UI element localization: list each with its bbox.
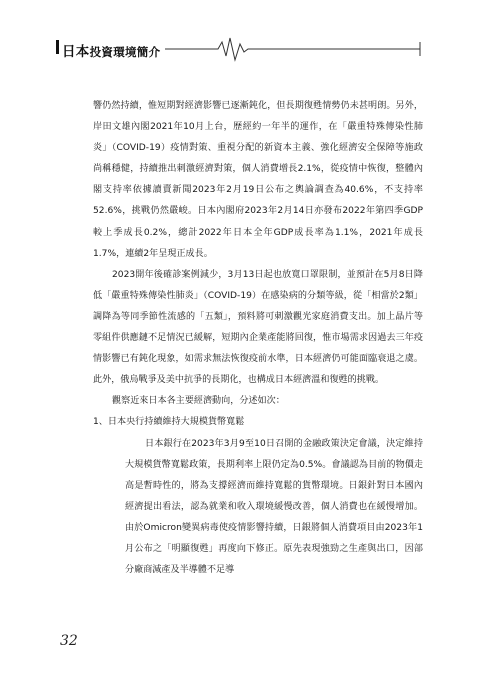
list-item-heading-1: 1、日本央行持續維持大規模貨幣寬鬆 [93,417,245,428]
paragraph-3: 觀察近來日本各主要經濟動向，分述如次： [112,396,285,407]
paragraph-1: 響仍然持續，惟短期對經濟影響已逐漸鈍化，但長期復甦情勢仍未甚明朗。另外，岸田文雄內閣2021年10月上台，歷經約一年半的運作，在「嚴重特殊傳染性肺炎」（COVID-19）疫情對策、重視分配的新資本主義、強化經濟安全保障等施政尚稱穩健，持續推出刺激經濟對策，個人消費增長2.1%，從疫情中恢復，整體內閣支持率依據讀賣新聞2023年2月19日公布之輿論調查為40.6%，不支持率52.6%，挑戰仍然嚴峻。日本內閣府2023年2月14日亦發布2022年第四季GDP較上季成長0.2%，總計2022年日本全年GDP成長率為1.1%，2021年成長1.7%，連續2年呈現正成長。 [93,101,423,259]
header-pulse-line [0,0,480,75]
header-title-main: 日本 [62,44,90,60]
body-text [93,96,423,581]
header-title-sub: 投資環境簡介 [89,45,161,59]
paragraph-2: 2023開年後確診案例減少，3月13日起也放寬口罩限制，並預計在5月8日降低「嚴重特殊傳染性肺炎」（COVID-19）在感染病的分類等級，從「相當於2類」調降為等同季節性流感的「五類」，預料將可刺激觀光家庭消費支出。加上晶片等零組件供應鏈不足情況已緩解，短期內企業產能將回復，惟市場需求因過去三年疫情影響已有鈍化現象，如需求無法恢復疫前水準，日本經濟仍可能面臨衰退之虞。此外，俄烏戰爭及美中抗爭的長期化，也構成日本經濟溫和復甦的挑戰。 [93,269,423,386]
list-item-body-1: 日本銀行在2023年3月9至10日召開的金融政策決定會議，決定維持大規模貨幣寬鬆政策，長期利率上限仍定為0.5%。會議認為目前的物價走高是暫時性的，將為支撐經濟而維持寬鬆的貨幣環境。日銀針對日本國內經濟提出看法，認為就業和收入環境緩慢改善，個人消費也在緩慢增加。由於Omicron變異病毒使疫情影響持續，日銀將個人消費項目由2023年1月公布之「明顯復甦」再度向下修正。原先表現強勁之生產與出口，因部分廠商減產及半導體不足導 [125,438,423,576]
page-number: 32 [60,633,78,649]
running-header [0,0,480,75]
header-title [62,40,160,60]
